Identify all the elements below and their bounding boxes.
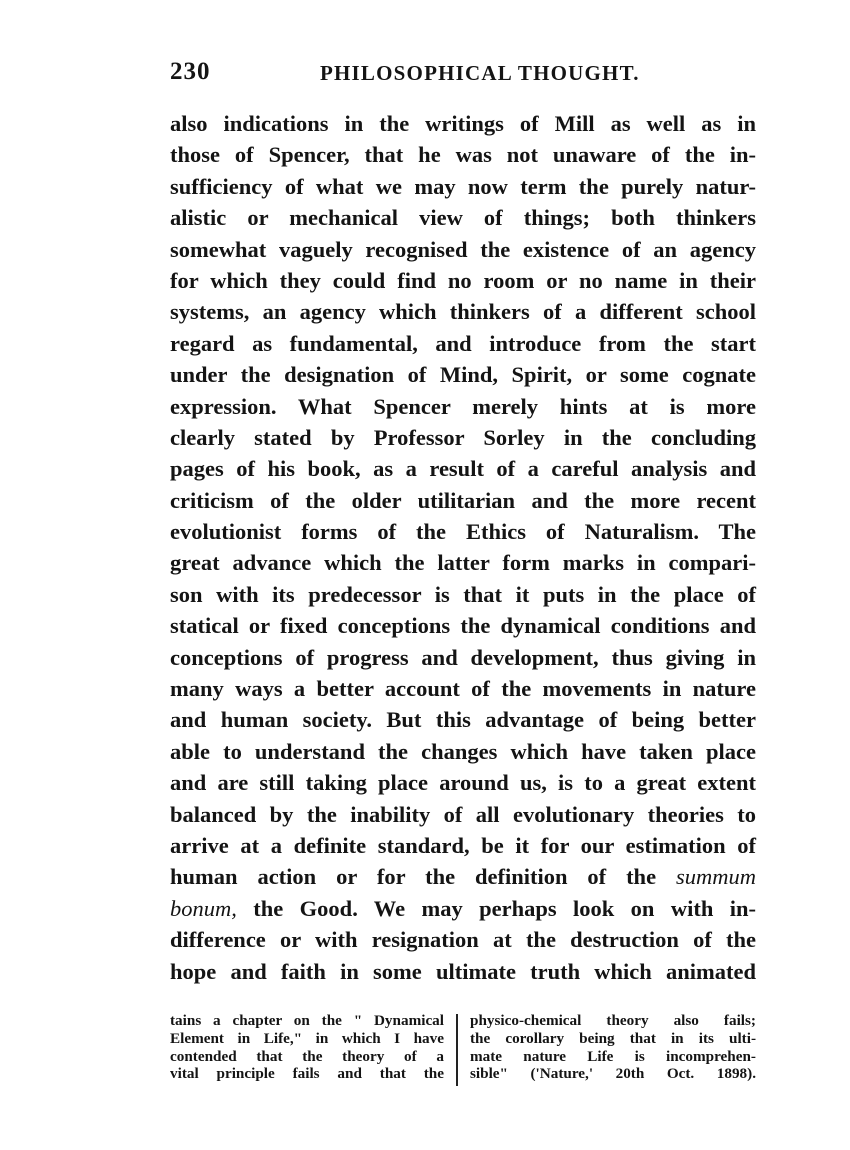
body-line: alistic or mechanical view of things; both thinkers [170,205,756,231]
footnote-line: physico-chemical theory also fails; [470,1012,756,1029]
italic-term: bonum, [170,895,237,921]
body-line: many ways a better account of the movements in nature [170,676,756,702]
body-line: arrive at a definite standard, be it for our estimation of [170,832,756,858]
body-line: conceptions of progress and development, thus giving in [170,644,756,670]
body-line: statical or fixed conceptions the dynamical conditions and [170,613,756,639]
footnote-line: mate nature Life is incomprehen- [470,1047,756,1065]
body-line-text: human action or for the definition of the [170,864,657,890]
body-line-with-italic [170,893,756,924]
body-line: under the designation of Mind, Spirit, or some cognate [170,362,756,388]
body-line: balanced by the inability of all evolutionary theories to [170,801,756,827]
footnote-line: the corollary being that in its ulti- [470,1029,756,1047]
body-line: difference or with resignation at the destruction of the [170,927,756,953]
footnote-line: sible" ('Nature,' 20th Oct. 1898). [470,1065,756,1083]
body-line: pages of his book, as a result of a careful analysis and [170,456,756,482]
body-line: sufficiency of what we may now term the purely natur- [170,173,756,199]
body-line: those of Spencer, that he was not unaware of the in- [170,142,756,168]
body-line: expression. What Spencer merely hints at is more [170,393,756,419]
body-line: also indications in the writings of Mill as well as in [170,111,756,136]
body-text [170,108,756,987]
footnotes [170,1012,760,1092]
running-head [170,58,760,92]
body-line: hope and faith in some ultimate truth which animated [170,958,756,984]
footnote-line: Element in Life," in which I have [170,1029,444,1047]
body-line-with-italic [170,861,756,892]
footnote-left-column [170,1012,444,1083]
body-line: somewhat vaguely recognised the existence of an agency [170,236,756,262]
body-line: for which they could find no room or no name in their [170,267,756,293]
footnote-line: contended that the theory of a [170,1047,444,1065]
body-line: and human society. But this advantage of being better [170,707,756,733]
body-line: regard as fundamental, and introduce from the start [170,330,756,356]
running-title: PHILOSOPHICAL THOUGHT. [320,61,640,85]
body-line-text: the Good. We may perhaps look on with in- [253,895,757,921]
body-line: son with its predecessor is that it puts in the place of [170,581,756,607]
body-line: evolutionist forms of the Ethics of Naturalism. The [170,519,756,545]
body-line: systems, an agency which thinkers of a different school [170,299,756,325]
body-line: criticism of the older utilitarian and the more recent [170,487,756,513]
body-line: and are still taking place around us, is to a great extent [170,770,756,796]
body-line: clearly stated by Professor Sorley in the concluding [170,424,756,450]
body-line: great advance which the latter form marks in compari- [170,550,756,576]
footnote-column-divider [456,1014,458,1086]
page-number: 230 [170,58,211,85]
footnote-line: vital principle fails and that the [170,1065,444,1083]
footnote-line: tains a chapter on the " Dynamical [170,1012,444,1029]
italic-term: summum [675,864,756,890]
body-line: able to understand the changes which have taken place [170,738,756,764]
footnote-right-column [470,1012,756,1083]
